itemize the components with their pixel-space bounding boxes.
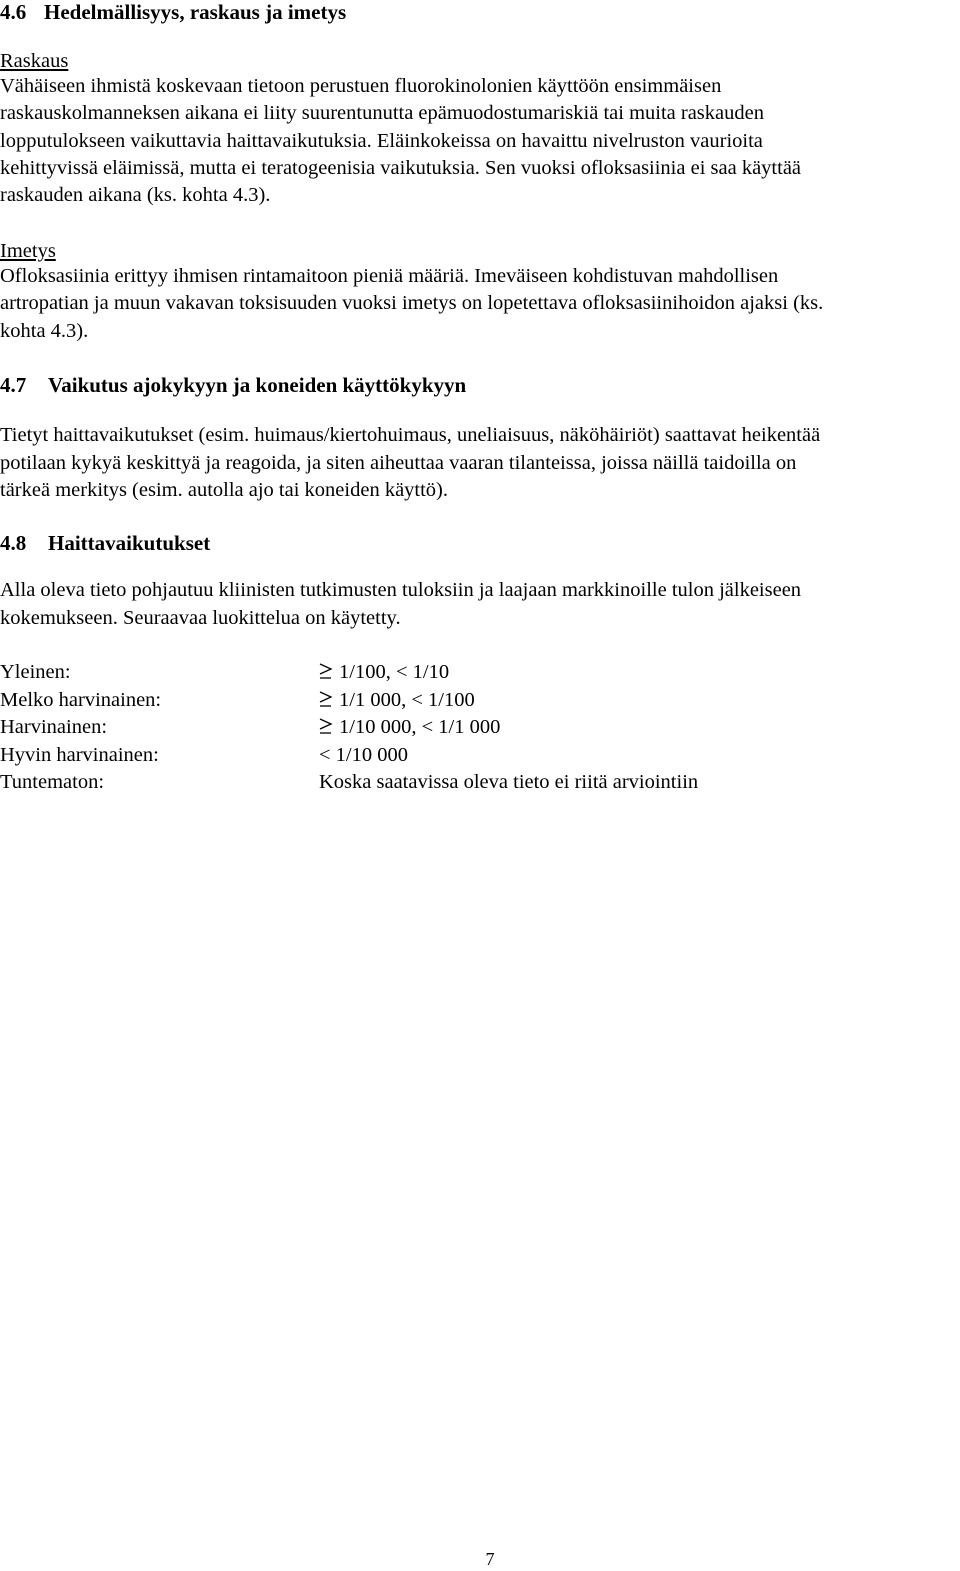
text-line: artropatian ja muun vakavan toksisuuden vuoksi imetys on lopetettava ofloksasiinihoidon ajaksi (ks. [0,292,824,315]
text-line: kokemukseen. Seuraavaa luokittelua on käytetty. [0,606,401,629]
ge-icon [319,717,333,735]
frequency-value: < 1/10 000 [319,743,409,766]
subheading-imetys: Imetys [0,240,56,262]
paragraph-raskaus [0,73,955,209]
text-line: Ofloksasiinia erittyy ihmisen rintamaitoon pieniä määriä. Imeväiseen kohdistuvan mahdollisen [0,265,779,287]
text-line: raskauden aikana (ks. kohta 4.3). [0,184,271,207]
text-line: tärkeä merkitys (esim. autolla ajo tai koneiden käyttö). [0,479,449,501]
ge-icon [319,690,333,708]
paragraph-imetys [0,263,955,345]
page-number: 7 [485,1549,495,1569]
text-line: Vähäiseen ihmistä koskevaan tietoon perustuen fluorokinolonien käyttöön ensimmäisen [0,75,722,97]
section-heading-4-6 [0,0,346,24]
paragraph-ajokyky [0,422,955,505]
section-number: 4.8 [0,531,27,555]
section-heading-4-7 [0,373,466,397]
text-line: Alla oleva tieto pohjautuu kliinisten tutkimusten tuloksiin ja laajaan markkinoille tulon jälkeiseen [0,579,802,601]
section-number: 4.6 [0,0,27,24]
frequency-value: 1/1 000, < 1/100 [319,687,475,715]
frequency-row [0,769,955,797]
ge-icon [319,662,333,680]
frequency-value: 1/10 000, < 1/1 000 [319,714,500,742]
section-number: 4.7 [0,373,27,397]
text-line: kehittyvissä eläimissä, mutta ei teratogeenisia vaikutuksia. Sen vuoksi ofloksasiinia ei saa käyttää [0,156,802,179]
frequency-list [0,659,955,797]
frequency-row [0,687,955,715]
section-title: Vaikutus ajokykyyn ja koneiden käyttökykyyn [48,373,467,397]
frequency-row [0,659,955,687]
section-heading-4-8 [0,531,210,555]
frequency-row [0,742,955,770]
frequency-value: 1/100, < 1/10 [319,659,449,687]
frequency-label: Harvinainen: [0,716,108,738]
text-line: raskauskolmanneksen aikana ei liity suurentunutta epämuodostumariskiä tai muita raskauden [0,102,764,125]
frequency-label: Tuntematon: [0,771,105,793]
text-line: lopputulokseen vaikuttavia haittavaikutuksia. Eläinkokeissa on havaittu nivelruston vaurioita [0,129,763,152]
paragraph-haittavaikutukset [0,577,955,632]
text-line: kohta 4.3). [0,319,89,342]
frequency-label: Yleinen: [0,661,71,683]
frequency-row [0,714,955,742]
section-title: Haittavaikutukset [48,531,211,555]
text-line: potilaan kykyä keskittyä ja reagoida, ja siten aiheuttaa vaaran tilanteissa, joissa näillä taidoilla on [0,451,797,474]
section-title: Hedelmällisyys, raskaus ja imetys [44,0,347,24]
text-line: Tietyt haittavaikutukset (esim. huimaus/kiertohuimaus, uneliaisuus, näköhäiriöt) saattavat heikentää [0,424,821,446]
frequency-label: Melko harvinainen: [0,688,162,711]
frequency-label: Hyvin harvinainen: [0,743,159,766]
subheading-raskaus: Raskaus [0,50,69,72]
frequency-value: Koska saatavissa oleva tieto ei riitä arviointiin [319,771,699,793]
